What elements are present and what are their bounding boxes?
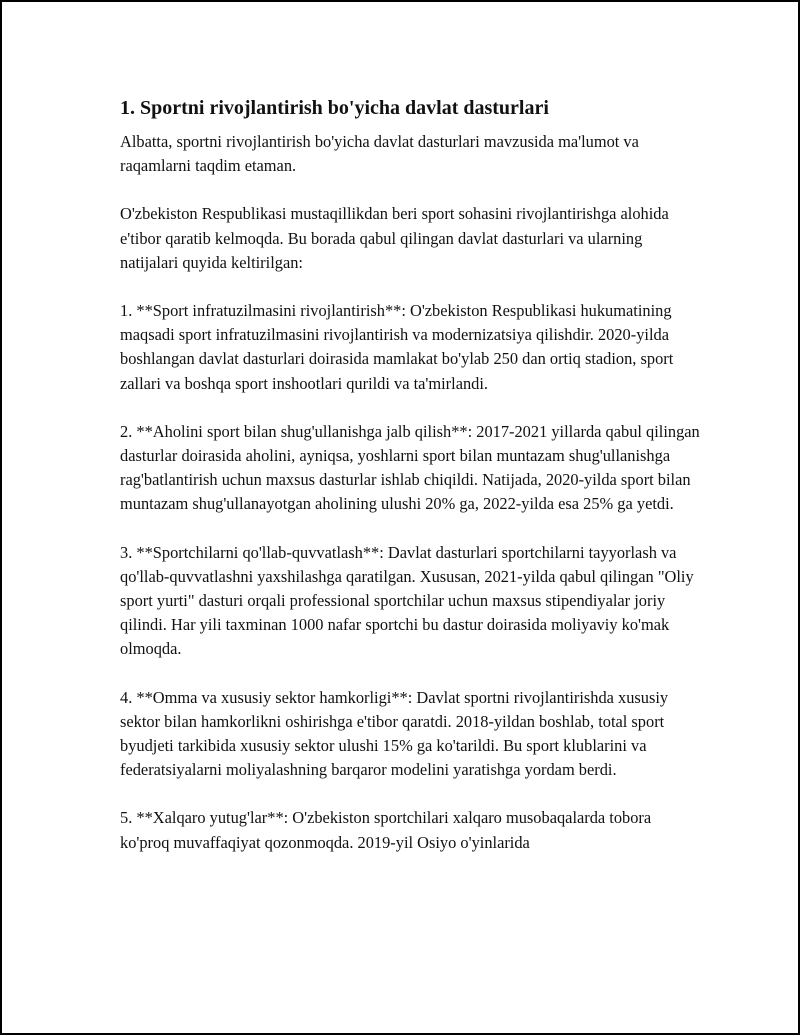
intro-paragraph: Albatta, sportni rivojlantirish bo'yicha davlat dasturlari mavzusida ma'lumot va raqamlarni taqdim etaman.: [120, 132, 639, 176]
list-item-athletes: 3. **Sportchilarni qo'llab-quvvatlash**: Davlat dasturlari sportchilarni tayyorlash va qo'llab-quvvatlashni yaxshilashga qaratilgan. Xususan, 2021-yilda qabul qilingan "Oliy sport yurti" dasturi orqali professional sportchilar uchun maxsus stipendiyalar joriy qilindi. Har yili taxminan 1000 nafar sportchi bu dastur doirasida moliyaviy ko'mak olmoqda.: [120, 542, 694, 659]
list-item-achievements: 5. **Xalqaro yutug'lar**: O'zbekiston sportchilari xalqaro musobaqalarda tobora ko'proq muvaffaqiyat qozonmoqda. 2019-yil Osiyo o'yinlarida: [120, 808, 652, 852]
list-item-partnership: 4. **Omma va xususiy sektor hamkorligi**: Davlat sportni rivojlantirishda xususiy sektor bilan hamkorlikni oshirishga e'tibor qaratdi. 2018-yildan boshlab, total sport byudjeti tarkibida xususiy sektor ulushi 15% ga ko'tarildi. Bu sport klublarini va federatsiyalarni moliyalashning barqaror modelini yaratishga yordam berdi.: [120, 687, 669, 780]
list-item-infrastructure: 1. **Sport infratuzilmasini rivojlantirish**: O'zbekiston Respublikasi hukumatining maqsadi sport infratuzilmasini rivojlantirish va modernizatsiya qilishdir. 2020-yilda boshlangan davlat dasturlari doirasida mamlakat bo'ylab 250 dan ortiq stadion, sport zallari va boshqa sport inshootlari qurildi va ta'mirlandi.: [120, 301, 674, 393]
list-item-population: 2. **Aholini sport bilan shug'ullanishga jalb qilish**: 2017-2021 yillarda qabul qilingan dasturlar doirasida aholini, ayniqsa, yoshlarni sport bilan muntazam shug'ullanishga rag'batlantirish uchun maxsus dasturlar ishlab chiqildi. Natijada, 2020-yilda sport bilan muntazam shug'ullanayotgan aholining ulushi 20% ga, 2022-yilda esa 25% ga yetdi.: [120, 421, 700, 514]
section-heading: 1. Sportni rivojlantirish bo'yicha davlat dasturlari: [120, 97, 549, 119]
document-body: [120, 94, 700, 879]
context-paragraph: O'zbekiston Respublikasi mustaqillikdan beri sport sohasini rivojlantirishga alohida e'tibor qaratib kelmoqda. Bu borada qabul qilingan davlat dasturlari va ularning natijalari quyida keltirilgan:: [120, 204, 669, 272]
